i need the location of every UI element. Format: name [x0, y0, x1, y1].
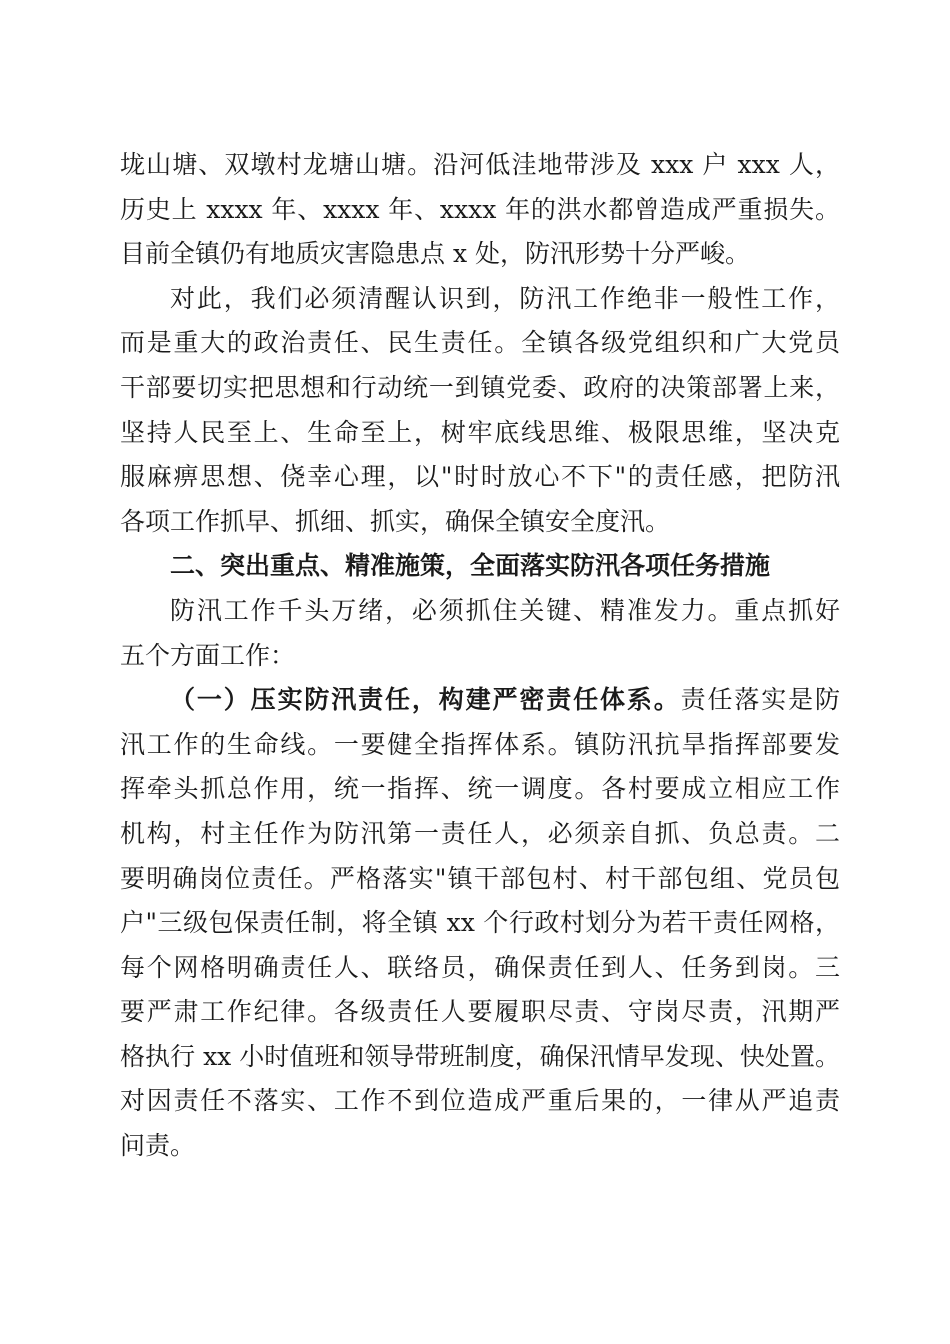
text-line [120, 678, 840, 723]
text-line: 而是重大的政治责任、民生责任。全镇各级党组织和广大党员 [120, 328, 840, 358]
text-line: 历史上 xxxx 年、xxxx 年、xxxx 年的洪水都曾造成严重损失。 [120, 194, 840, 224]
text-line: 目前全镇仍有地质灾害隐患点 x 处，防汛形势十分严峻。 [120, 239, 750, 269]
paragraph-awareness [120, 277, 840, 545]
document-body [120, 143, 840, 1169]
text-run: 责任落实是防 [680, 685, 840, 715]
text-line: 要明确岗位责任。严格落实"镇干部包村、村干部包组、党员包 [120, 863, 840, 893]
paragraph-responsibility [120, 678, 840, 1169]
subsection-lead: （一）压实防汛责任，构建严密责任体系。 [170, 685, 681, 715]
text-line: 垅山塘、双墩村龙塘山塘。沿河低洼地带涉及 xxx 户 xxx 人， [120, 150, 840, 179]
text-line: 五个方面工作： [120, 640, 296, 670]
text-line: 格执行 xx 小时值班和领导带班制度，确保汛情早发现、快处置。 [120, 1041, 840, 1071]
text-line: 服麻痹思想、侥幸心理，以"时时放心不下"的责任感，把防汛 [120, 462, 840, 492]
text-line: 挥牵头抓总作用，统一指挥、统一调度。各村要成立相应工作 [120, 774, 840, 804]
text-line: 防汛工作千头万绪，必须抓住关键、精准发力。重点抓好 [170, 595, 840, 625]
text-line: 坚持人民至上、生命至上，树牢底线思维、极限思维，坚决克 [120, 417, 840, 447]
text-line: 问责。 [120, 1131, 196, 1161]
text-line: 对因责任不落实、工作不到位造成严重后果的，一律从严追责 [120, 1086, 840, 1116]
text-line: 户"三级包保责任制，将全镇 xx 个行政村划分为若干责任网格， [120, 908, 840, 938]
text-line: 要严肃工作纪律。各级责任人要履职尽责、守岗尽责，汛期严 [120, 997, 840, 1027]
paragraph-intro [120, 589, 840, 678]
text-line: 机构，村主任作为防汛第一责任人，必须亲自抓、负总责。二 [120, 818, 840, 848]
text-line: 汛工作的生命线。一要健全指挥体系。镇防汛抗旱指挥部要发 [120, 729, 840, 759]
section-heading: 二、突出重点、精准施策，全面落实防汛各项任务措施 [170, 551, 771, 581]
paragraph-situation [120, 143, 840, 277]
text-line: 对此，我们必须清醒认识到，防汛工作绝非一般性工作， [170, 283, 840, 313]
text-line: 干部要切实把思想和行动统一到镇党委、政府的决策部署上来， [120, 372, 840, 402]
text-line: 各项工作抓早、抓细、抓实，确保全镇安全度汛。 [120, 506, 671, 536]
text-line: 每个网格明确责任人、联络员，确保责任到人、任务到岗。三 [120, 952, 840, 982]
